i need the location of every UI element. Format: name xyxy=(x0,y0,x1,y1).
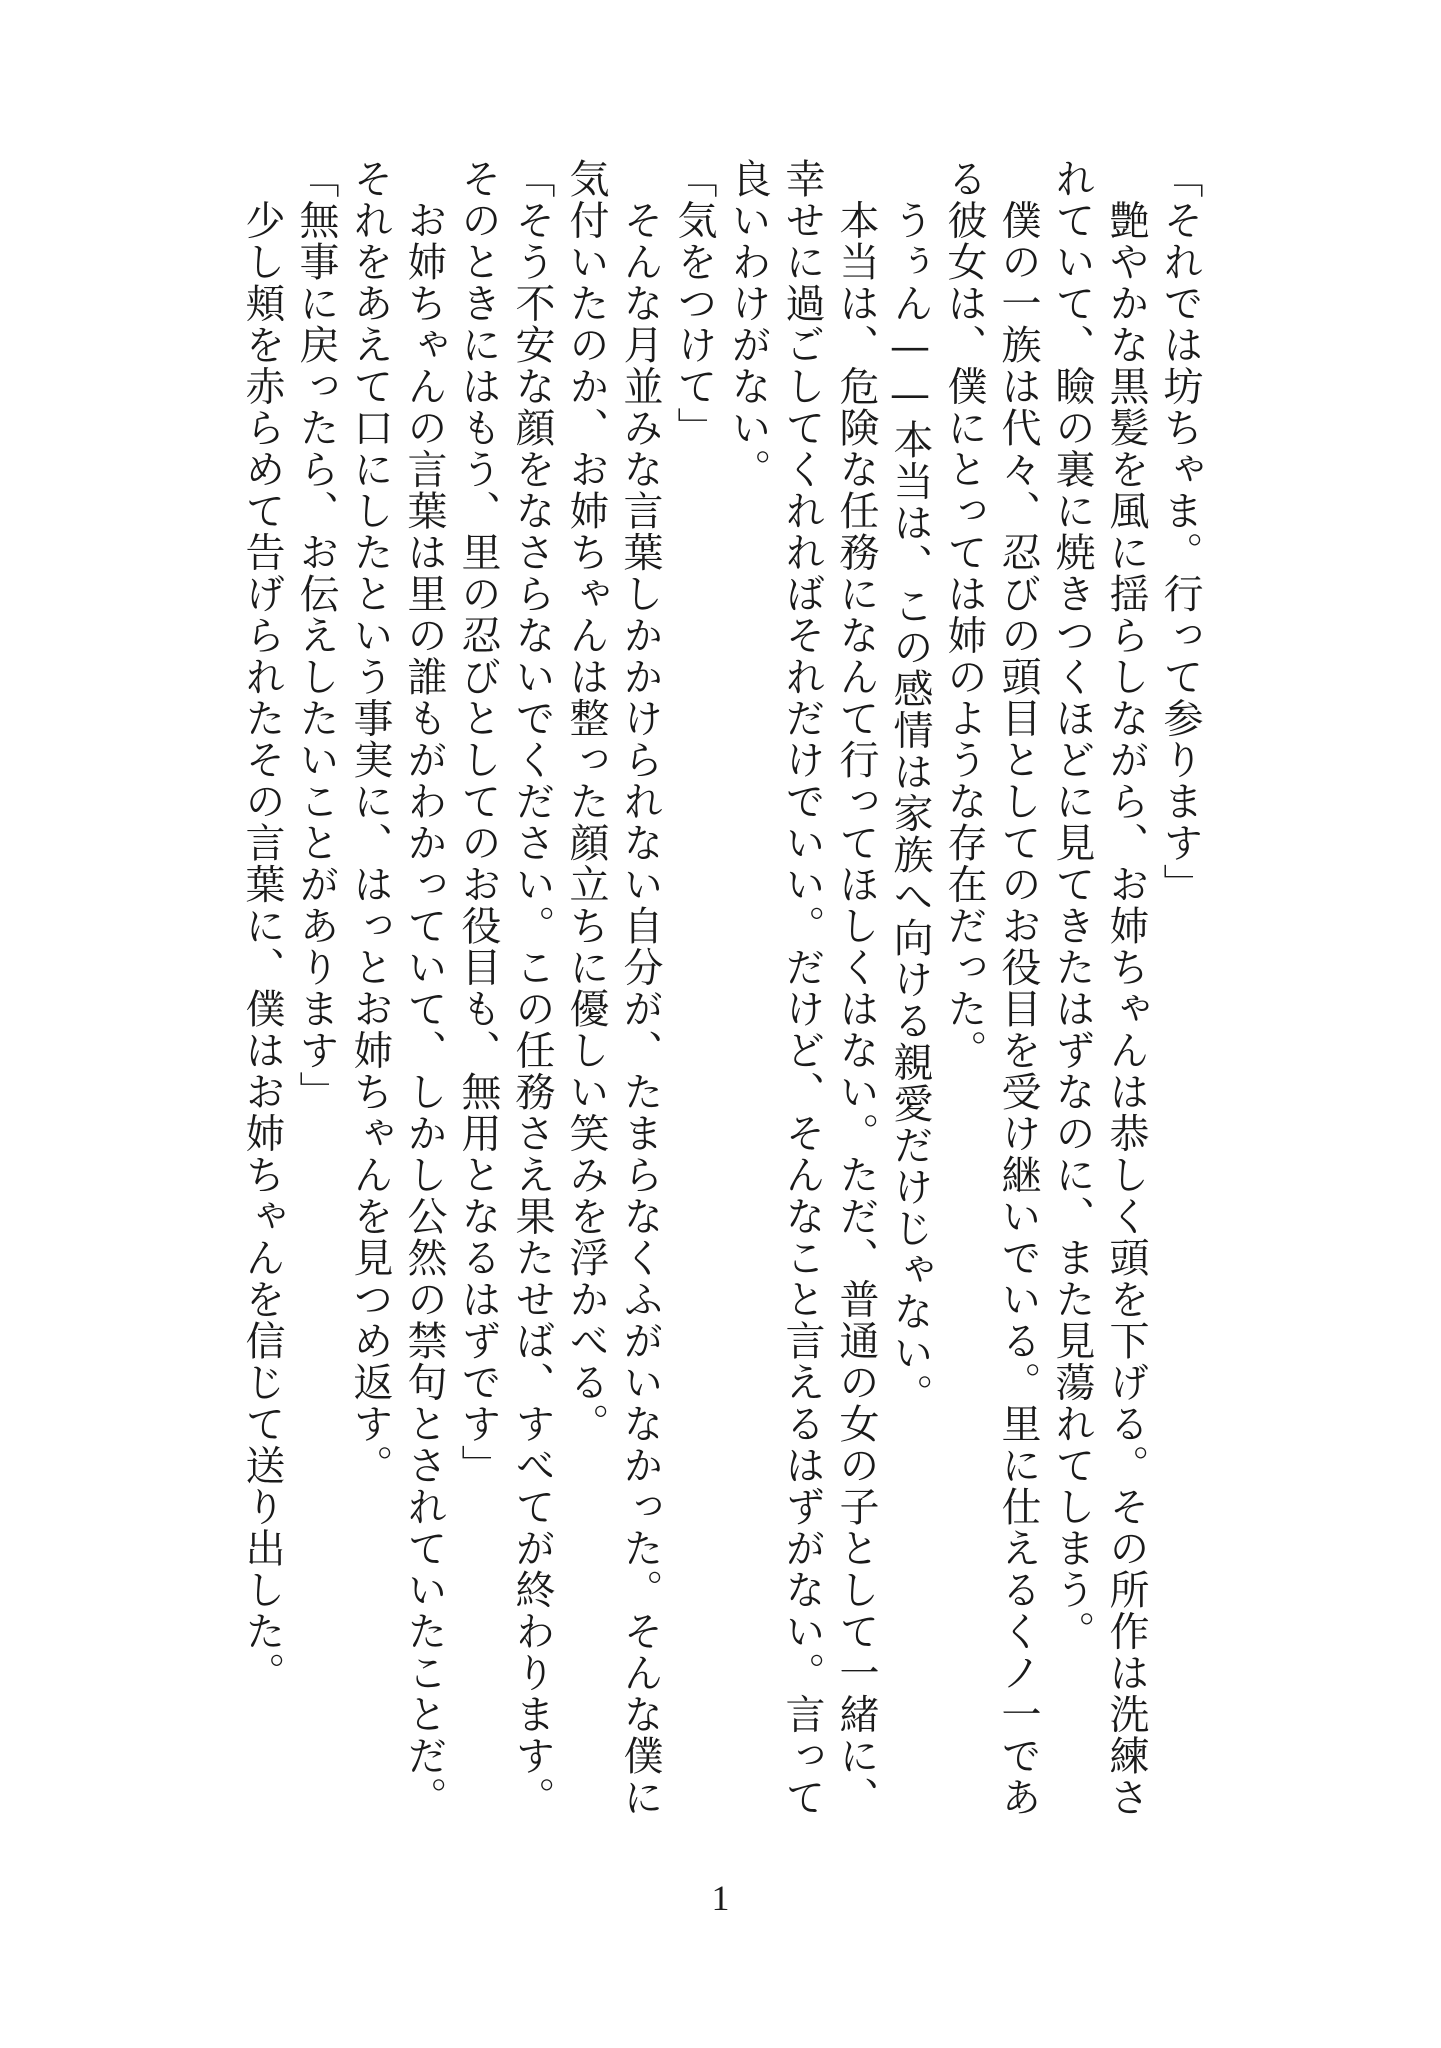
text-line-12: 気付いたのか、お姉ちゃんは整った顔立ちに優しい笑みを浮かべる。 xyxy=(563,158,609,1445)
text-line-5: る彼女は、僕にとっては姉のような存在だった。 xyxy=(941,158,987,1071)
text-line-3: れていて、瞼の裏に焼きつくほどに見てきたはずなのに、また見蕩れてしまう。 xyxy=(1049,158,1095,1652)
text-line-15: お姉ちゃんの言葉は里の誰もがわかっていて、しかし公然の禁句とされていたことだ。 xyxy=(401,158,447,1818)
text-line-9: 良いわけがない。 xyxy=(725,158,771,490)
text-line-16: それをあえて口にしたという事実に、はっとお姉ちゃんを見つめ返す。 xyxy=(347,158,393,1486)
text-line-7: 本当は、危険な任務になんて行ってほしくはない。ただ、普通の女の子として一緒に、 xyxy=(833,158,879,1818)
page-number: 1 xyxy=(711,1878,730,1918)
text-line-11: そんな月並みな言葉しかかけられない自分が、たまらなくふがいなかった。そんな僕に xyxy=(617,158,663,1818)
text-line-6: うぅん——本当は、この感情は家族へ向ける親愛だけじゃない。 xyxy=(887,158,933,1415)
text-line-2: 艶やかな黒髪を風に揺らしながら、お姉ちゃんは恭しく頭を下げる。その所作は洗練さ xyxy=(1103,158,1149,1818)
body-text xyxy=(235,158,1207,1968)
text-line-8: 幸せに過ごしてくれればそれだけでいい。だけど、そんなこと言えるはずがない。言って xyxy=(779,158,825,1818)
text-line-13: 「そう不安な顔をなさらないでください。この任務さえ果たせば、すべてが終わります。 xyxy=(509,158,555,1818)
text-line-14: そのときにはもう、里の忍びとしてのお役目も、無用となるはずです」 xyxy=(455,158,501,1486)
text-line-10: 「気をつけて」 xyxy=(671,158,717,449)
text-line-1: 「それでは坊ちゃま。行って参ります」 xyxy=(1157,158,1203,905)
text-line-18: 少し頬を赤らめて告げられたその言葉に、僕はお姉ちゃんを信じて送り出した。 xyxy=(239,158,285,1694)
text-line-17: 「無事に戻ったら、お伝えしたいことがあります」 xyxy=(293,158,339,1113)
text-line-4: 僕の一族は代々、忍びの頭目としてのお役目を受け継いでいる。里に仕えるくノ一であ xyxy=(995,158,1041,1818)
